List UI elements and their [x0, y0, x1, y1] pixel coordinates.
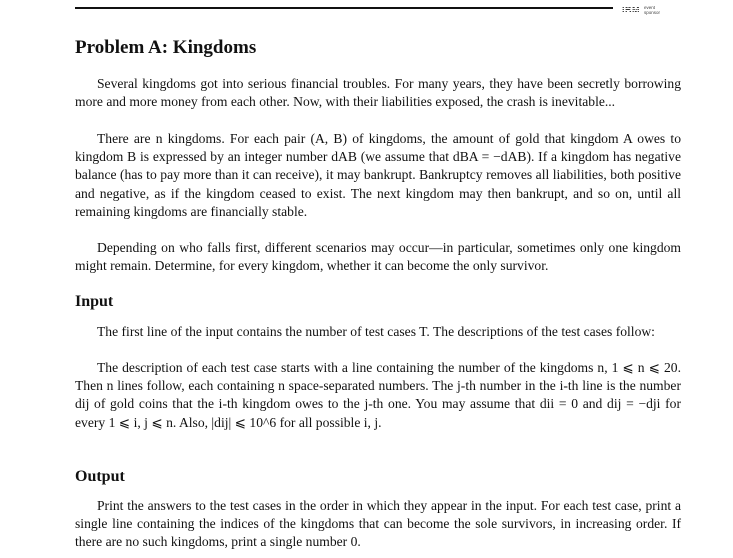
sponsor-badge: [622, 3, 682, 17]
statement-paragraph-3: Depending on who falls first, different scenarios may occur—in particular, sometimes only one kingdom might remain. Determine, for every kingdom, whether it can become the only survivor.: [75, 240, 681, 274]
input-paragraph-1: The first line of the input contains the number of test cases T. The descriptions of the test cases follow:: [97, 324, 655, 339]
header-rule: [75, 7, 613, 9]
sponsor-tag-line2: sponsor: [644, 10, 661, 15]
statement-paragraph-2: There are n kingdoms. For each pair (A, B) of kingdoms, the amount of gold that kingdom A owes to kingdom B is expressed by an integer number dAB (we assume that dBA = −dAB). If a kingdom has negative balance (has to pay more than it can receive), it may bankrupt. Bankruptcy removes all liabilities, both positive and negative, as if the kingdom ceased to exist. The next kingdom may then bankrupt, and so on, until all remaining kingdoms are financially stable.: [75, 131, 681, 219]
statement-paragraph-1: Several kingdoms got into serious financial troubles. For many years, they have been secretly borrowing more and more money from each other. Now, with their liabilities exposed, the crash is inevitable...: [75, 76, 681, 110]
sponsor-tag-line1: event: [644, 5, 656, 10]
input-paragraph-2: The description of each test case starts with a line containing the number of the kingdoms n, 1 ⩽ n ⩽ 20. Then n lines follow, each containing n space-separated numbers. The j-th number in the i-th line is the number dij of gold coins that the i-th kingdom owes to the j-th one. You may assume that dii = 0 and dij = −dji for every 1 ⩽ i, j ⩽ n. Also, |dij| ⩽ 10^6 for all possible i, j.: [75, 360, 681, 430]
sponsor-tag: [644, 5, 666, 15]
input-heading: Input: [75, 293, 114, 310]
output-heading: Output: [75, 468, 125, 485]
problem-title: Problem A: Kingdoms: [75, 37, 257, 58]
ibm-logo: IBM: [622, 5, 640, 15]
output-paragraph-1: Print the answers to the test cases in the order in which they appear in the input. For each test case, print a single line containing the indices of the kingdoms that can become the sole survivors, in increasing order. If there are no such kingdoms, print a single number 0.: [75, 498, 681, 550]
